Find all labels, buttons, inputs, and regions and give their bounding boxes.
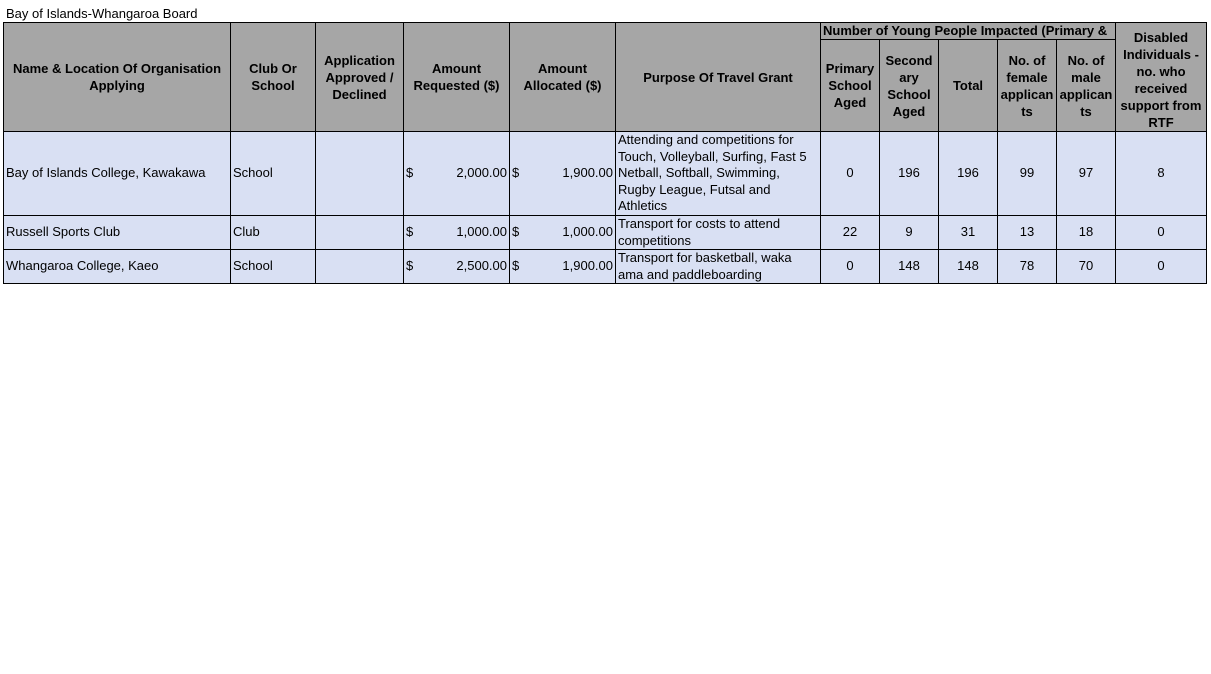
cell-allocated [510,216,616,250]
header-primary: Primary School Aged [821,40,880,132]
cell-primary: 0 [821,132,880,216]
cell-female: 78 [998,250,1057,284]
cell-approved [316,250,404,284]
cell-disabled: 0 [1116,216,1207,250]
header-total: Total [939,40,998,132]
cell-allocated [510,132,616,216]
cell-total: 148 [939,250,998,284]
cell-purpose: Transport for costs to attend competitions [616,216,821,250]
currency-symbol: $ [406,165,414,181]
amount-value: 1,900.00 [562,258,613,274]
table-row [4,216,1207,250]
cell-disabled: 0 [1116,250,1207,284]
sheet-title: Bay of Islands-Whangaroa Board [6,6,198,21]
amount-value: 2,500.00 [456,258,507,274]
cell-approved [316,216,404,250]
header-secondary: Second ary School Aged [880,40,939,132]
cell-total: 196 [939,132,998,216]
cell-secondary: 9 [880,216,939,250]
table-row [4,132,1207,216]
header-young-people-group: Number of Young People Impacted (Primary & [821,23,1116,40]
currency-symbol: $ [512,165,520,181]
cell-total: 31 [939,216,998,250]
cell-org: Russell Sports Club [4,216,231,250]
currency-symbol: $ [406,258,414,274]
table-row [4,250,1207,284]
cell-primary: 0 [821,250,880,284]
amount-value: 1,900.00 [562,165,613,181]
header-purpose: Purpose Of Travel Grant [616,23,821,132]
header-club-or-school: Club Or School [231,23,316,132]
cell-approved [316,132,404,216]
cell-secondary: 196 [880,132,939,216]
cell-type: School [231,132,316,216]
cell-requested [404,132,510,216]
grant-table [3,22,1207,284]
cell-allocated [510,250,616,284]
cell-requested [404,250,510,284]
cell-org: Whangaroa College, Kaeo [4,250,231,284]
header-disabled: Disabled Individuals - no. who received support from RTF [1116,23,1207,132]
cell-male: 97 [1057,132,1116,216]
cell-requested [404,216,510,250]
amount-value: 1,000.00 [456,224,507,240]
header-female: No. of female applican ts [998,40,1057,132]
amount-value: 2,000.00 [456,165,507,181]
currency-symbol: $ [406,224,414,240]
currency-symbol: $ [512,258,520,274]
cell-purpose: Transport for basketball, waka ama and paddleboarding [616,250,821,284]
cell-disabled: 8 [1116,132,1207,216]
cell-female: 13 [998,216,1057,250]
currency-symbol: $ [512,224,520,240]
cell-secondary: 148 [880,250,939,284]
header-org: Name & Location Of Organisation Applying [4,23,231,132]
header-allocated: Amount Allocated ($) [510,23,616,132]
header-approved: Application Approved / Declined [316,23,404,132]
header-male: No. of male applican ts [1057,40,1116,132]
cell-type: Club [231,216,316,250]
cell-male: 18 [1057,216,1116,250]
cell-type: School [231,250,316,284]
cell-purpose: Attending and competitions for Touch, Volleyball, Surfing, Fast 5 Netball, Softball, Swimming, Rugby League, Futsal and Athletics [616,132,821,216]
header-requested: Amount Requested ($) [404,23,510,132]
cell-female: 99 [998,132,1057,216]
cell-male: 70 [1057,250,1116,284]
amount-value: 1,000.00 [562,224,613,240]
cell-org: Bay of Islands College, Kawakawa [4,132,231,216]
cell-primary: 22 [821,216,880,250]
